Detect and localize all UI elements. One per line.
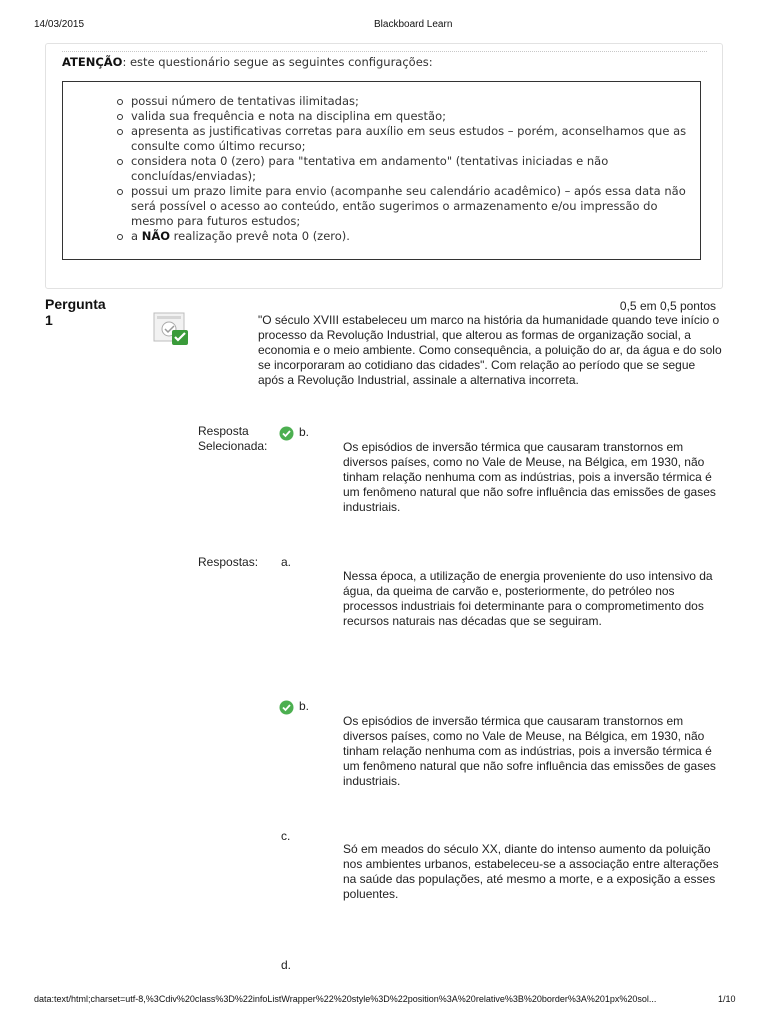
answer-text: Só em meados do século XX, diante do intenso aumento da poluição nos ambientes urbanos, estabeleceu-se a associação entre alterações na saúde das populações, até mesmo a morte, e a exposição a esses poluentes. bbox=[343, 842, 719, 901]
correct-check-icon bbox=[279, 426, 294, 441]
question-points: 0,5 em 0,5 pontos bbox=[619, 299, 716, 313]
correct-check-icon bbox=[279, 700, 294, 715]
notice-rules-list bbox=[63, 82, 700, 244]
answer-text: Nessa época, a utilização de energia proveniente do uso intensivo da água, da queima de carvão e, posteriormente, do petróleo nos processos industriais foi determinante para o comprometimento dos recursos naturais nas décadas que se seguiram. bbox=[343, 569, 713, 628]
list-item: possui número de tentativas ilimitadas; bbox=[131, 94, 690, 109]
answer-letter: c. bbox=[281, 829, 291, 843]
list-item: possui um prazo limite para envio (acompanhe seu calendário acadêmico) – após essa data não será possível o acesso ao conteúdo, então sugerimos o armazenamento e/ou impressão do mesmo para futuros estudos; bbox=[131, 184, 690, 229]
notice-heading bbox=[62, 55, 433, 69]
list-item-suffix: realização prevê nota 0 (zero). bbox=[170, 229, 350, 243]
list-item: valida sua frequência e nota na disciplina em questão; bbox=[131, 109, 690, 124]
list-item-emphasis: NÃO bbox=[141, 229, 171, 243]
print-date: 14/03/2015 bbox=[34, 19, 85, 30]
page-header-title: Blackboard Learn bbox=[374, 19, 453, 30]
question-title-label: Pergunta bbox=[45, 296, 106, 312]
graded-document-icon bbox=[153, 312, 189, 346]
answer-letter: a. bbox=[281, 555, 292, 569]
question-number: 1 bbox=[45, 312, 53, 328]
answer-text: Os episódios de inversão térmica que causaram transtornos em diversos países, como no Vale de Meuse, na Bélgica, em 1930, não tinham relação nenhuma com as indústrias, pois a inversão térmica é um fenômeno natural que não sofre influência das emissões de gases industriais. bbox=[343, 714, 716, 788]
page-url: data:text/html;charset=utf-8,%3Cdiv%20class%3D%22infoListWrapper%22%20style%3D%22position%3A%20relative%3B%20border%3A%201px%20sol... bbox=[34, 994, 657, 1004]
question-title bbox=[45, 296, 106, 328]
list-item bbox=[131, 229, 690, 244]
selected-label-line2: Selecionada: bbox=[198, 439, 268, 453]
selected-label-line1: Resposta bbox=[198, 424, 249, 438]
selected-answer-label bbox=[198, 424, 267, 454]
page-number: 1/10 bbox=[718, 994, 736, 1004]
notice-intro: : este questionário segue as seguintes configurações: bbox=[122, 55, 433, 69]
question-text: "O século XVIII estabeleceu um marco na história da humanidade quando teve início o processo da Revolução Industrial, que alterou as formas de organização social, a economia e o meio ambiente. Como consequência, a poluição do ar, da água e do solo se incorporaram ao cotidiano das cidades". Com relação ao período que se segue após a Revolução Industrial, assinale a alternativa incorreta. bbox=[258, 313, 722, 387]
answer-letter: b. bbox=[299, 699, 310, 713]
dotted-divider bbox=[62, 51, 707, 52]
list-item: apresenta as justificativas corretas para auxílio em seus estudos – porém, aconselhamos que as consulte como último recurso; bbox=[131, 124, 690, 154]
selected-answer-text: Os episódios de inversão térmica que causaram transtornos em diversos países, como no Vale de Meuse, na Bélgica, em 1930, não tinham relação nenhuma com as indústrias, pois a inversão térmica é um fenômeno natural que não sofre influência das emissões de gases industriais. bbox=[343, 440, 716, 514]
notice-label: ATENÇÃO bbox=[62, 55, 123, 69]
selected-letter: b. bbox=[299, 425, 310, 439]
answer-letter: d. bbox=[281, 958, 292, 972]
list-item: considera nota 0 (zero) para "tentativa em andamento" (tentativas iniciadas e não concluídas/enviadas); bbox=[131, 154, 690, 184]
answers-label: Respostas: bbox=[198, 555, 259, 569]
notice-rules-box bbox=[62, 81, 701, 260]
list-item-prefix: a bbox=[131, 229, 142, 243]
